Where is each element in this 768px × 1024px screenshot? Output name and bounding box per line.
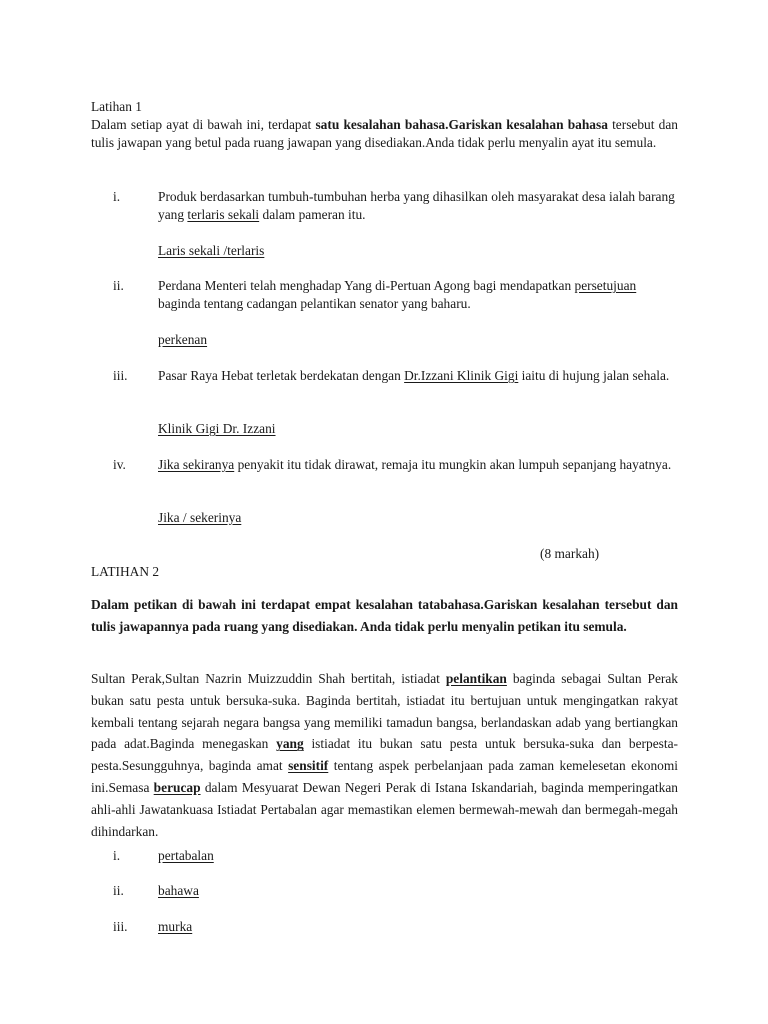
question-sentence (158, 188, 678, 224)
question-sentence (158, 456, 678, 474)
instructions-bold: satu kesalahan bahasa.Gariskan kesalahan bahasa (315, 117, 608, 132)
item-number: i. (113, 189, 121, 204)
answer-text: Klinik Gigi Dr. Izzani (158, 421, 276, 436)
passage-error: sensitif (288, 758, 329, 774)
passage-text: dalam Mesyuarat Dewan Negeri Perak di Istana Iskandariah, baginda memperingatkan ahli-ahli Jawatankuasa Istiadat Pertabalan agar memastikan elemen bermewah-mewah dan bermegah-megah dihindarkan. (91, 779, 678, 839)
instructions-text: Dalam setiap ayat di bawah ini, terdapat (91, 117, 316, 132)
sentence-text: Produk berdasarkan tumbuh-tumbuhan herba yang dihasilkan oleh masyarakat desa ialah barang yang (158, 189, 675, 222)
latihan2-title: LATIHAN 2 (91, 564, 160, 579)
item-number: iii. (113, 368, 128, 383)
sentence-text: penyakit itu tidak dirawat, remaja itu mungkin akan lumpuh sepanjang hayatnya. (234, 457, 672, 472)
answer-line (158, 882, 678, 900)
answer-line (158, 509, 678, 527)
answer-line (158, 242, 678, 260)
answer-text: pertabalan (158, 848, 214, 863)
passage-text: baginda sebagai Sultan Perak bukan satu pesta untuk bersuka-suka. Baginda bertitah, istiadat itu bertujuan untuk mengingatkan rakyat kembali tentang sejarah negara bangsa yang memiliki tamadun bangsa, berlandaskan adab yang bertiangkan pada adat.Baginda menegaskan (91, 671, 678, 752)
passage-text: Sultan Perak,Sultan Nazrin Muizzuddin Shah bertitah, istiadat (91, 671, 446, 686)
sentence-text: dalam pameran itu. (259, 207, 366, 222)
question-sentence (158, 277, 678, 313)
item-number: iv. (113, 457, 126, 472)
sentence-text: Perdana Menteri telah menghadap Yang di-Pertuan Agong bagi mendapatkan (158, 278, 575, 293)
answer-line (158, 918, 678, 936)
underlined-error: terlaris sekali (187, 207, 260, 222)
underlined-error: Dr.Izzani Klinik Gigi (404, 368, 519, 383)
passage-text: istiadat itu bukan satu pesta untuk bersuka-suka dan berpesta-pesta.Sesungguhnya, baginda amat (91, 736, 678, 774)
passage-text: tentang aspek perbelanjaan pada zaman kemelesetan ekonomi ini.Semasa (91, 758, 678, 795)
question-sentence (158, 367, 678, 385)
instructions-text: tersebut dan tulis jawapan yang betul pada ruang jawapan yang disediakan.Anda tidak perlu menyalin ayat itu semula. (91, 117, 678, 150)
sentence-text: iaitu di hujung jalan sehala. (518, 368, 670, 383)
answer-text: Jika / sekerinya (158, 510, 242, 525)
answer-line (158, 331, 678, 349)
sentence-text: baginda tentang cadangan pelantikan senator yang baharu. (158, 296, 471, 311)
passage-error: pelantikan (445, 671, 507, 686)
answer-text: murka (158, 919, 193, 934)
passage-error: berucap (153, 779, 201, 795)
latihan2-instructions: Dalam petikan di bawah ini terdapat empat kesalahan tatabahasa.Gariskan kesalahan tersebut dan tulis jawapannya pada ruang yang disediakan. Anda tidak perlu menyalin petikan itu semula. (91, 597, 678, 634)
answer-line (158, 847, 678, 865)
answer-text: perkenan (158, 332, 208, 347)
answer-number: i. (113, 848, 121, 863)
underlined-error: Jika sekiranya (158, 457, 235, 472)
passage-error: yang (276, 736, 304, 752)
item-number: ii. (113, 278, 124, 293)
answer-number: ii. (113, 883, 124, 898)
marks-label: (8 markah) (540, 546, 600, 561)
answer-line (158, 420, 678, 438)
answer-number: iii. (113, 919, 128, 934)
answer-text: Laris sekali /terlaris (158, 243, 265, 258)
passage (91, 668, 678, 842)
underlined-error: persetujuan (574, 278, 637, 293)
answer-text: bahawa (158, 883, 199, 898)
latihan1-instructions (91, 116, 678, 152)
sentence-text: Pasar Raya Hebat terletak berdekatan dengan (158, 368, 405, 383)
latihan1-title: Latihan 1 (91, 99, 142, 114)
